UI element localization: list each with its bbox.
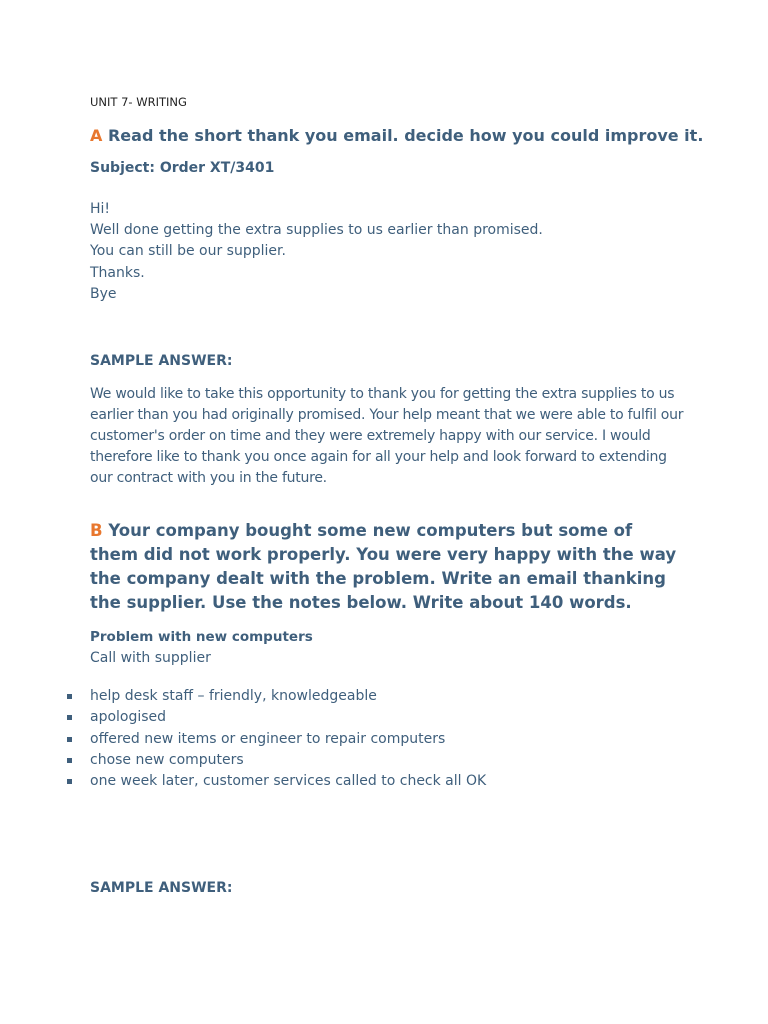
list-item xyxy=(90,686,690,707)
list-item-text: help desk staff – friendly, knowledgeable xyxy=(90,688,377,705)
square-bullet-icon xyxy=(67,758,72,763)
square-bullet-icon xyxy=(67,779,72,784)
notes-bullet-list xyxy=(90,686,690,792)
email-subject: Subject: Order XT/3401 xyxy=(90,160,275,176)
document-page xyxy=(90,94,704,898)
section-a-heading xyxy=(90,124,704,148)
email-line: Well done getting the extra supplies to us earlier than promised. xyxy=(90,222,543,239)
unit-title: UNIT 7- WRITING xyxy=(90,95,187,109)
section-a-instruction: Read the short thank you email. decide how you could improve it. xyxy=(107,126,704,145)
email-line: Hi! xyxy=(90,201,111,217)
section-b-letter: B xyxy=(90,521,103,541)
sample-answer-label-b: SAMPLE ANSWER: xyxy=(90,879,233,896)
square-bullet-icon xyxy=(67,737,72,742)
section-a-letter: A xyxy=(90,126,103,145)
list-item-text: offered new items or engineer to repair computers xyxy=(90,730,446,747)
email-body xyxy=(90,199,690,305)
list-item xyxy=(90,707,690,728)
email-line: You can still be our supplier. xyxy=(90,243,286,260)
notes-title: Problem with new computers xyxy=(90,629,313,646)
section-b-heading xyxy=(90,519,680,615)
email-line: Bye xyxy=(90,285,117,302)
list-item-text: apologised xyxy=(90,709,167,726)
list-item xyxy=(90,750,690,771)
notes-subtitle: Call with supplier xyxy=(90,650,211,667)
sample-answer-text-a: We would like to take this opportunity to thank you for getting the extra supplies to us earlier than you had originally promised. Your help meant that we were able to fulfil our customer's order on time and they were extremely happy with our service. I would therefore like to thank you once again for all your help and look forward to extending our contract with you in the future. xyxy=(90,386,684,487)
list-item xyxy=(90,729,690,750)
sample-answer-label-a: SAMPLE ANSWER: xyxy=(90,353,233,370)
list-item-text: one week later, customer services called to check all OK xyxy=(90,773,487,790)
section-b-instruction: Your company bought some new computers but some of them did not work properly. You were very happy with the way the company dealt with the problem. Write an email thanking the supplier. Use the notes below. Write about 140 words. xyxy=(90,521,677,613)
square-bullet-icon xyxy=(67,694,72,699)
list-item xyxy=(90,771,690,792)
list-item-text: chose new computers xyxy=(90,751,244,768)
email-line: Thanks. xyxy=(90,264,145,281)
square-bullet-icon xyxy=(67,715,72,720)
